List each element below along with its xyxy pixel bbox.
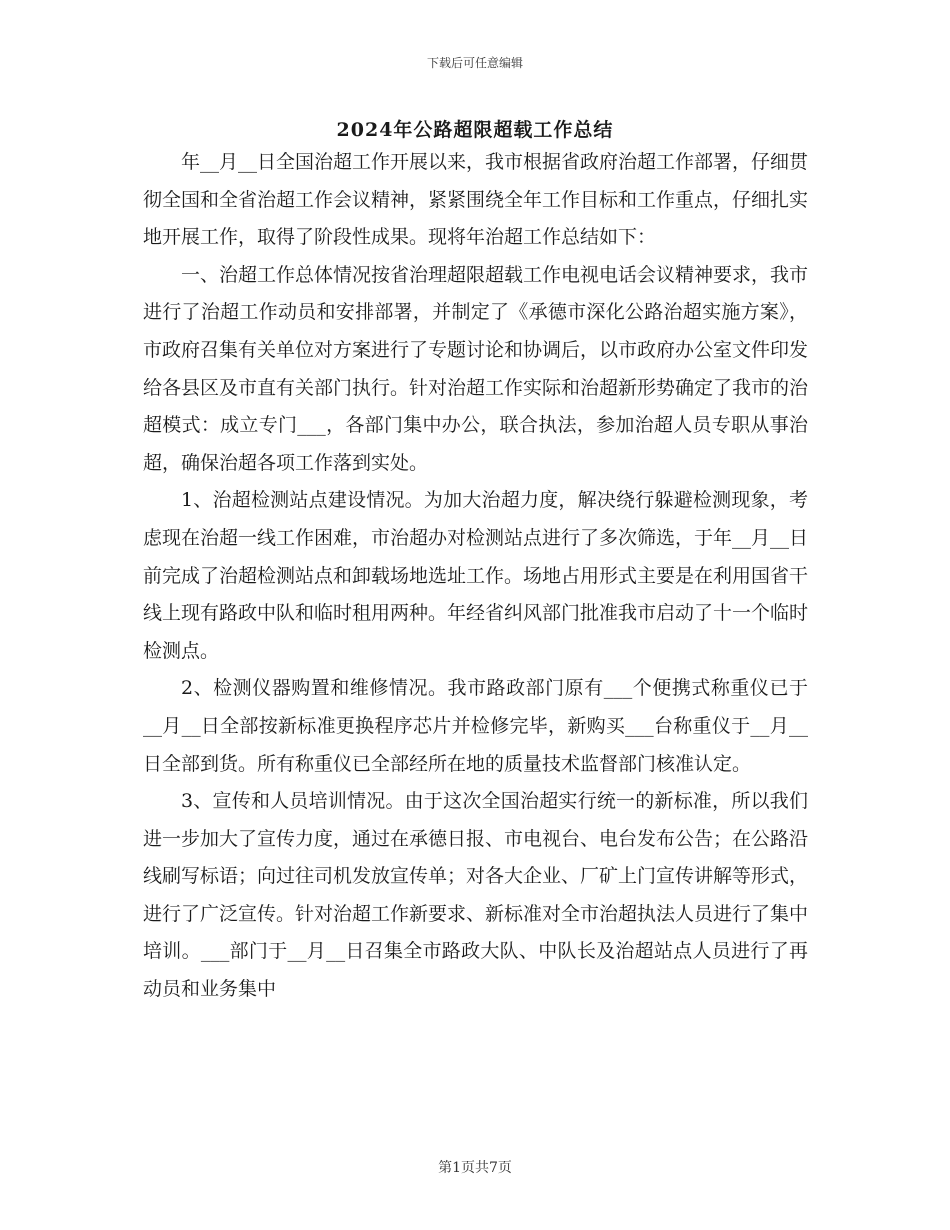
paragraph-item-1: 1、治超检测站点建设情况。为加大治超力度，解决绕行躲避检测现象，考虑现在治超一线工作困难，市治超办对检测站点进行了多次筛选，于年__月__日前完成了治超检测站点和卸载场地选址工作。场地占用形式主要是在利用国省干线上现有路政中队和临时租用两种。年经省纠风部门批准我市启动了十一个临时检测点。 <box>143 489 809 662</box>
document-body <box>143 144 808 1009</box>
paragraph-section-1: 一、治超工作总体情况按省治理超限超载工作电视电话会议精神要求，我市进行了治超工作动员和安排部署，并制定了《承德市深化公路治超实施方案》，市政府召集有关单位对方案进行了专题讨论和协调后，以市政府办公室文件印发给各县区及市直有关部门执行。针对治超工作实际和治超新形势确定了我市的治超模式：成立专门___，各部门集中办公，联合执法，参加治超人员专职从事治超，确保治超各项工作落到实处。 <box>143 263 809 474</box>
page-number: 第1页共7页 <box>438 1160 512 1176</box>
paragraph-item-2: 2、检测仪器购置和维修情况。我市路政部门原有___个便携式称重仪已于__月__日全部按新标准更换程序芯片并检修完毕，新购买___台称重仪于__月__日全部到货。所有称重仪已全部经所在地的质量技术监督部门核准认定。 <box>143 677 808 775</box>
header-note: 下载后可任意编辑 <box>426 56 523 70</box>
document-title: 2024年公路超限超载工作总结 <box>336 119 614 141</box>
paragraph-item-3: 3、宣传和人员培训情况。由于这次全国治超实行统一的新标准，所以我们进一步加大了宣传力度，通过在承德日报、市电视台、电台发布公告；在公路沿线刷写标语；向过往司机发放宣传单；对各大企业、厂矿上门宣传讲解等形式，进行了广泛宣传。针对治超工作新要求、新标准对全市治超执法人员进行了集中培训。___部门于__月__日召集全市路政大队、中队长及治超站点人员进行了再动员和业务集中 <box>143 790 809 1001</box>
paragraph-intro: 年__月__日全国治超工作开展以来，我市根据省政府治超工作部署，仔细贯彻全国和全省治超工作会议精神，紧紧围绕全年工作目标和工作重点，仔细扎实地开展工作，取得了阶段性成果。现将年治超工作总结如下： <box>143 151 809 249</box>
